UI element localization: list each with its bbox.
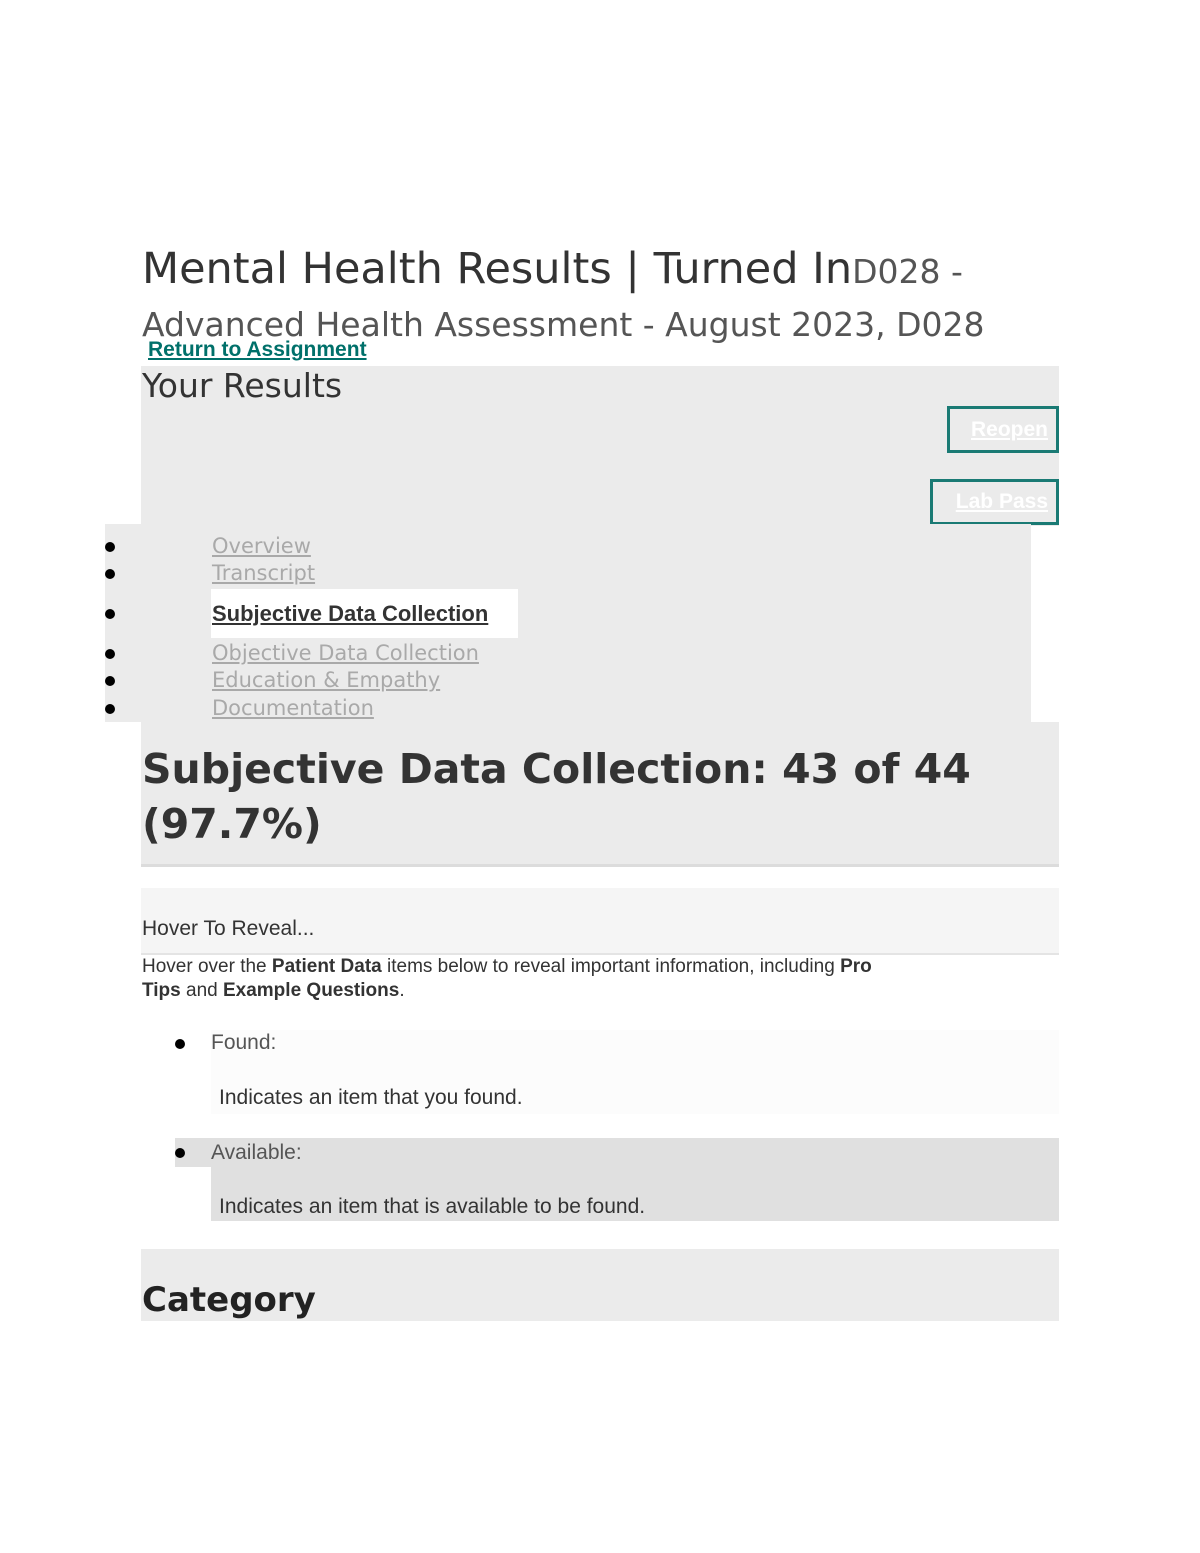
hover-text-4: . [399, 980, 405, 1001]
hover-bold-pro: Pro [840, 956, 872, 977]
hover-text-2: items below to reveal important information, including [381, 956, 841, 977]
hover-instructions [142, 955, 962, 1003]
score-heading-line2: (97.7%) [142, 800, 322, 848]
category-heading: Category [142, 1280, 316, 1320]
tab-subjective-data-collection[interactable] [105, 601, 525, 627]
available-description: Indicates an item that is available to be found. [219, 1195, 646, 1218]
score-heading [142, 742, 1042, 852]
reopen-button[interactable]: Reopen [947, 406, 1059, 453]
found-label: Found: [211, 1031, 277, 1054]
results-heading: Your Results [142, 366, 343, 405]
tab-education-empathy[interactable] [105, 668, 525, 694]
bullet-icon [175, 1039, 185, 1049]
hover-bold-tips: Tips [142, 980, 181, 1001]
hover-bold-example-questions: Example Questions [222, 980, 400, 1001]
bullet-icon [175, 1148, 185, 1158]
tab-overview[interactable] [105, 534, 525, 560]
hover-text-1: Hover over the [142, 956, 272, 977]
tab-label[interactable]: Education & Empathy [212, 668, 441, 692]
hover-bold-patient-data: Patient Data [271, 956, 382, 977]
page-title-text: Mental Health Results | Turned In [142, 244, 853, 294]
hover-title: Hover To Reveal... [142, 917, 315, 940]
found-description: Indicates an item that you found. [219, 1086, 523, 1109]
tab-label[interactable]: Objective Data Collection [212, 641, 479, 665]
course-name-part2: Advanced Health Assessment - August 2023, D028 [142, 305, 985, 344]
tab-label[interactable]: Subjective Data Collection [212, 601, 489, 626]
lab-pass-button[interactable]: Lab Pass [930, 479, 1059, 525]
bullet-icon [105, 676, 115, 686]
hover-text-3: and [180, 980, 223, 1001]
score-heading-line1: Subjective Data Collection: 43 of 44 [142, 745, 971, 793]
bullet-icon [105, 609, 115, 619]
bullet-icon [105, 649, 115, 659]
tab-label[interactable]: Transcript [212, 561, 316, 585]
course-name-part1: D028 - [852, 252, 963, 291]
page-title [142, 244, 1062, 350]
available-label: Available: [211, 1141, 302, 1164]
tab-label[interactable]: Overview [212, 534, 311, 558]
bullet-icon [105, 542, 115, 552]
tab-transcript[interactable] [105, 561, 525, 587]
bullet-icon [105, 569, 115, 579]
return-to-assignment-link[interactable]: Return to Assignment [148, 338, 367, 361]
tab-documentation[interactable] [105, 696, 525, 722]
tab-label[interactable]: Documentation [212, 696, 374, 720]
tab-objective-data-collection[interactable] [105, 641, 525, 667]
bullet-icon [105, 704, 115, 714]
